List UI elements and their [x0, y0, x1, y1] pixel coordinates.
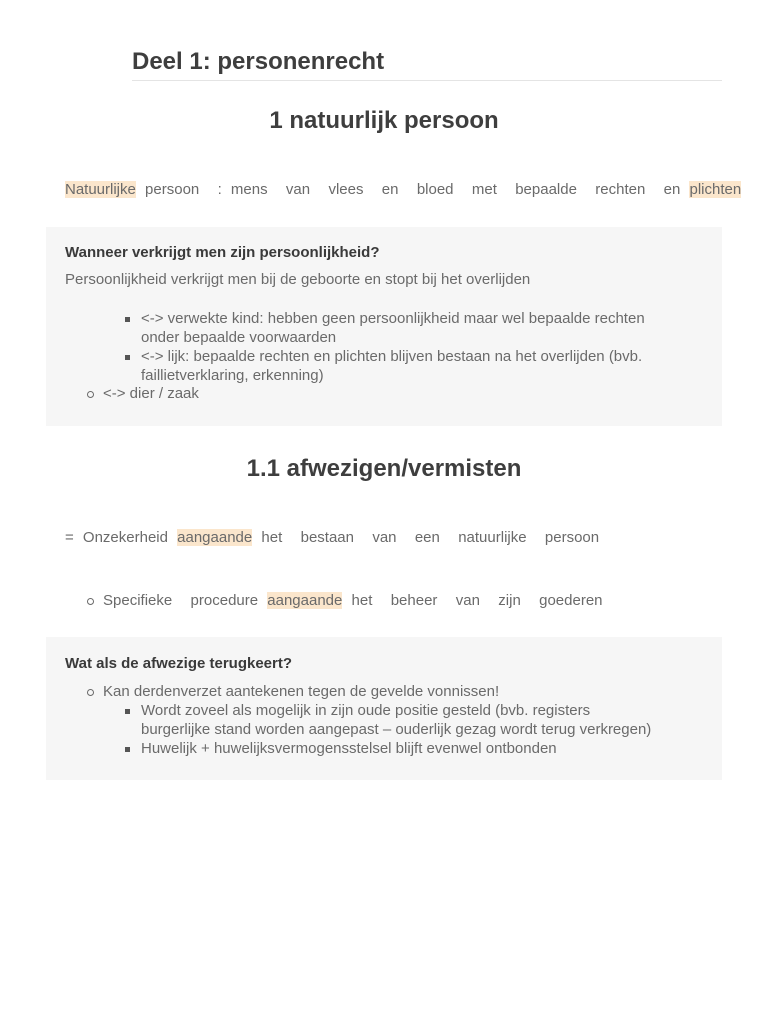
- definition-line: [65, 180, 741, 200]
- list-item: <-> lijk: bepaalde rechten en plichten blijven bestaan na het overlijden (bvb. faillietverklaring, erkenning): [141, 348, 643, 384]
- circle-bullet-icon: [87, 598, 94, 605]
- callout-question: Wanneer verkrijgt men zijn persoonlijkheid?: [65, 244, 380, 261]
- list-item: <-> verwekte kind: hebben geen persoonlijkheid maar wel bepaalde rechten onder bepaalde voorwaarden: [141, 310, 645, 346]
- callout-box: [46, 637, 722, 780]
- list-item: Kan derdenverzet aantekenen tegen de gevelde vonnissen!: [103, 683, 500, 700]
- highlight-term: aangaande: [177, 529, 253, 546]
- list-item: Wordt zoveel als mogelijk in zijn oude positie gesteld (bvb. registers burgerlijke stand worden aangepast – ouderlijk gezag wordt terug verkregen): [141, 702, 652, 738]
- page-heading: Deel 1: personenrecht: [132, 47, 722, 81]
- square-bullet-icon: [125, 355, 130, 360]
- callout-question: Wat als de afwezige terugkeert?: [65, 655, 293, 672]
- callout-answer: Persoonlijkheid verkrijgt men bij de geboorte en stopt bij het overlijden: [65, 271, 531, 288]
- highlight-term: Natuurlijke: [65, 181, 136, 198]
- callout-box: [46, 227, 722, 426]
- highlight-term: plichten: [689, 181, 742, 198]
- definition-text: persoon : mens van vlees en bloed met bepaalde rechten en: [135, 181, 690, 198]
- square-bullet-icon: [125, 317, 130, 322]
- list-item: Specifieke procedure aangaande het beheer van zijn goederen: [103, 592, 603, 609]
- square-bullet-icon: [125, 747, 130, 752]
- list-item: <-> dier / zaak: [103, 385, 199, 402]
- circle-bullet-icon: [87, 391, 94, 398]
- circle-bullet-icon: [87, 689, 94, 696]
- list-item: Huwelijk + huwelijksvermogensstelsel blijft evenwel ontbonden: [141, 740, 557, 757]
- definition-line: = Onzekerheid aangaande het bestaan van een natuurlijke persoon: [65, 529, 600, 546]
- highlight-term: aangaande: [267, 592, 343, 609]
- square-bullet-icon: [125, 709, 130, 714]
- section-title: 1.1 afwezigen/vermisten: [246, 455, 522, 482]
- section-title: 1 natuurlijk persoon: [269, 107, 499, 134]
